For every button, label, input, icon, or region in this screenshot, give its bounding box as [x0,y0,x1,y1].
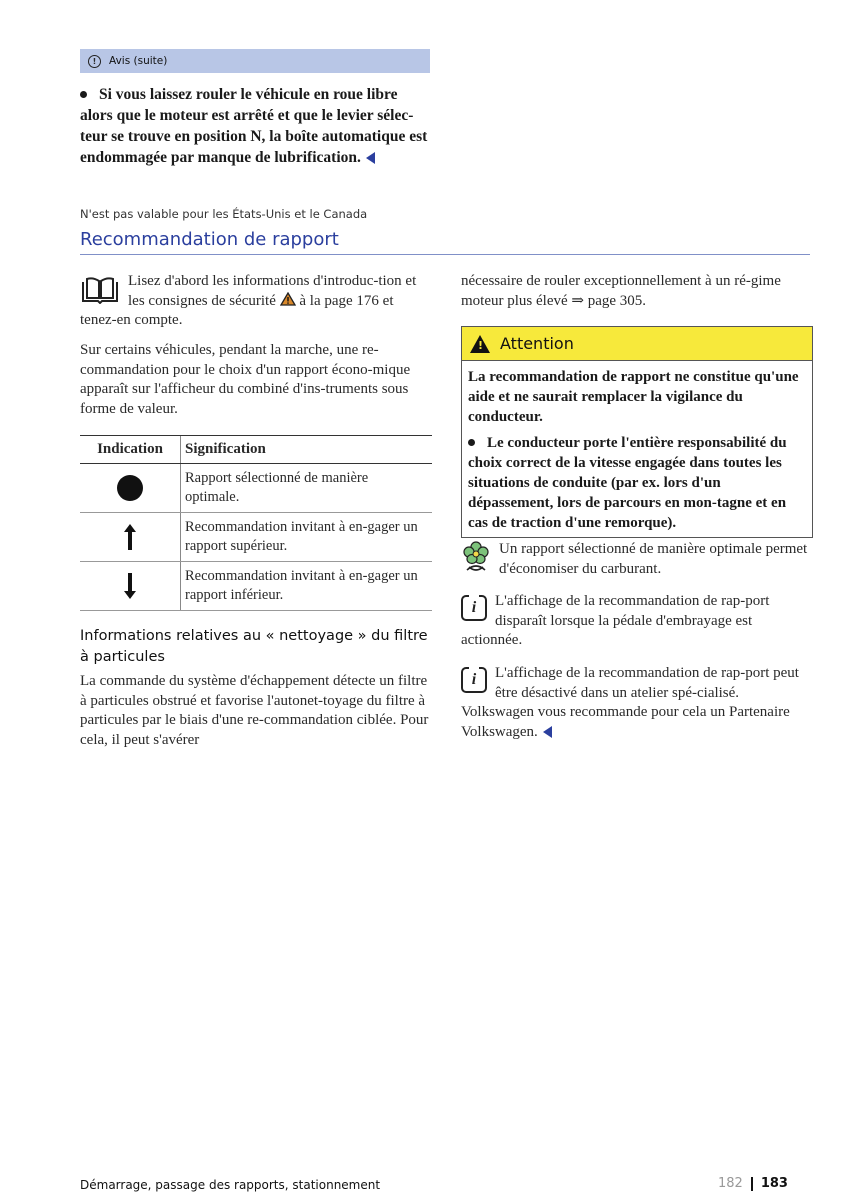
subsection-title: Informations relatives au « nettoyage » du filtre à particules [80,628,428,665]
table-header-signification: Signification [180,436,432,463]
info-icon: i [461,595,487,621]
page-number-right: 183 [760,1176,788,1191]
book-icon [80,276,120,304]
table-cell-text: Recommandation invitant à en-gager un rapport supérieur. [180,513,432,561]
avis-text: Si vous laissez rouler le véhicule en roue libre alors que le moteur est arrêté et que le levier sélec-teur se trouve en position N, la boîte automatique est endommagée par manque de lubrification. [80,86,428,166]
environment-flower-icon [461,540,491,574]
info-note-text: L'affichage de la recommandation de rap-port peut être désactivé dans un atelier spé-cialisé. Volkswagen vous recommande pour cela un Partenaire Volkswagen. [461,665,799,740]
validity-note: N'est pas valable pour les États-Unis et le Canada [80,207,368,221]
environment-note-text: Un rapport sélectionné de manière optimale permet d'économiser du carburant. [499,541,808,577]
paragraph-recommendation: Sur certains véhicules, pendant la marche, une re-commandation pour le choix d'un rapport écono-mique apparaît sur l'afficheur du combiné d'ins-truments sous forme de valeur. [80,342,411,417]
filled-circle-icon [117,475,143,501]
attention-box [461,326,813,538]
title-divider [80,254,810,255]
end-marker-icon [366,152,375,164]
paragraph-particle-filter: La commande du système d'échappement détecte un filtre à particules obstrué et favorise l'autonet-toyage du filtre à particules par le biais d'une re-commandation ciblée. Pour cela, il peut s'avérer [80,673,429,748]
intro-text-after: à la page 176 et tenez-en compte. [80,292,394,328]
intro-paragraph [80,272,432,331]
footer-chapter: Démarrage, passage des rapports, stationnement [80,1178,381,1192]
table-row [80,562,432,611]
bullet-icon [80,91,87,98]
table-cell-icon [80,562,180,610]
paragraph-continuation: nécessaire de rouler exceptionnellement à un ré-gime moteur plus élevé ⇒ page 305. [461,273,781,309]
table-row [80,513,432,562]
intro-text: Lisez d'abord les informations d'introduc-tion et les consignes de sécurité [128,273,417,309]
arrow-up-icon [123,523,137,551]
attention-header [462,327,812,361]
attention-paragraph [468,433,806,533]
avis-body [80,84,432,168]
info-note-text: L'affichage de la recommandation de rap-port disparaît lorsque la pédale d'embrayage est actionnée. [461,593,770,648]
table-header-indication: Indication [97,441,163,457]
attention-title: Attention [500,334,574,353]
section-title: Recommandation de rapport [80,229,339,250]
warning-triangle-icon [280,292,296,306]
warning-triangle-icon: ! [470,335,490,353]
table-cell-icon [80,513,180,561]
avis-header-label: Avis (suite) [109,55,168,67]
attention-paragraph: La recommandation de rapport ne constitue qu'une aide et ne saurait remplacer la vigilance du conducteur. [468,369,799,425]
info-note [461,664,811,742]
attention-bullet-text: Le conducteur porte l'entière responsabilité du choix correct de la vitesse engagée dans toutes les situations de conduite (par ex. lors d'un dépassement, lors de parcours en mon-tagne et en cas de traction d'une remorque). [468,435,787,531]
attention-body [462,361,812,537]
warning-circle-icon: ! [88,55,101,68]
indication-table [80,435,432,611]
end-marker-icon [543,726,552,738]
page-separator [751,1177,753,1191]
table-cell-icon [80,464,180,512]
bullet-icon [468,439,475,446]
table-cell-text: Recommandation invitant à en-gager un rapport inférieur. [180,562,432,610]
page-number-left: 182 [718,1176,743,1191]
table-row [80,464,432,513]
info-note [461,592,811,651]
info-icon: i [461,667,487,693]
table-header [80,436,432,464]
arrow-down-icon [123,572,137,600]
table-cell-text: Rapport sélectionné de manière optimale. [180,464,432,512]
footer-page-numbers [718,1176,788,1191]
avis-header [80,49,430,73]
environment-note [461,540,811,579]
